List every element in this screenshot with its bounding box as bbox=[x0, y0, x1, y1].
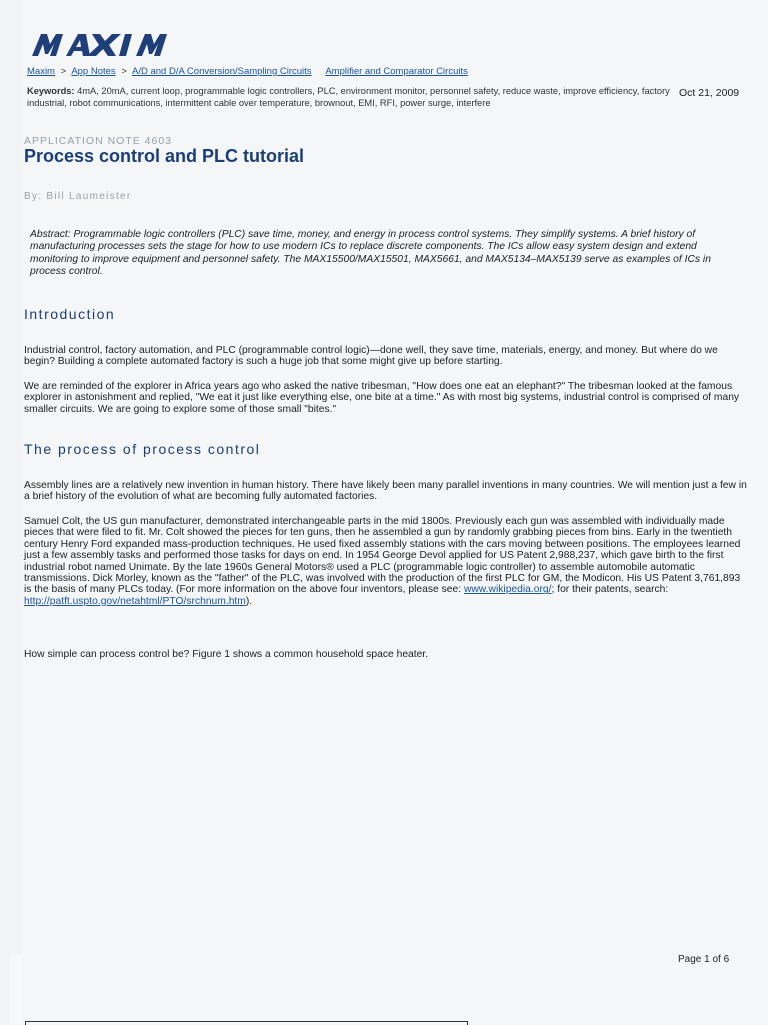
process-paragraph-2-end: ). bbox=[245, 595, 253, 607]
intro-paragraph-1: Industrial control, factory automation, and PLC (programmable control logic)—done well, they save time, materials, energy, and money. But where do we begin? Building a complete automated factory is such a huge job that some might give up before starting. bbox=[24, 345, 718, 368]
uspto-search-link[interactable]: http://patft.uspto.gov/netahtml/PTO/srchnum.htm bbox=[24, 595, 246, 607]
process-paragraph-2-mid: ; for their patents, search: bbox=[551, 584, 669, 596]
abstract: Abstract: Programmable logic controllers (PLC) save time, money, and energy in process control systems. They simplify systems. A brief history of manufacturing processes sets the stage for how to use modern ICs to replace discrete components. The ICs allow easy system design and extend monitoring to improve equipment and personnel safety. The MAX15500/MAX15501, MAX5661, and MAX5134–MAX5139 serve as examples of ICs in process control. bbox=[30, 229, 711, 278]
heading-process-control: The process of process control bbox=[24, 441, 261, 457]
process-paragraph-2 bbox=[24, 516, 749, 607]
page-number: Page 1 of 6 bbox=[678, 954, 730, 965]
breadcrumb-separator: > bbox=[60, 66, 67, 77]
breadcrumb-separator: > bbox=[121, 66, 127, 77]
wikipedia-link[interactable]: www.wikipedia.org/ bbox=[463, 584, 552, 596]
app-note-label: APPLICATION NOTE 4603 bbox=[24, 135, 173, 147]
intro-paragraph-2: We are reminded of the explorer in Africa years ago who asked the native tribesman, "How does one eat an elephant?" The tribesman looked at the famous explorer in astonishment and replied, "We eat it just like everything else, one bite at a time." As with most big systems, industrial control is comprised of many smaller circuits. We are going to explore some of those small "bites." bbox=[24, 381, 740, 415]
keywords-text: 4mA, 20mA, current loop, programmable logic controllers, PLC, environment monitor, personnel safety, reduce waste, improve efficiency, factory industrial, robot communications, intermittent cable over temperature, brownout, EMI, RFI, power surge, interfere bbox=[27, 86, 670, 108]
maxim-logo bbox=[30, 32, 195, 58]
process-paragraph-3: How simple can process control be? Figure 1 shows a common household space heater. bbox=[24, 649, 429, 660]
breadcrumb-link-app-notes[interactable]: App Notes bbox=[71, 66, 116, 77]
process-paragraph-2-text: Samuel Colt, the US gun manufacturer, demonstrated interchangeable parts in the mid 1800s. Previously each gun was assembled with individually made pieces that were filed to fit. Mr. Colt showed the pieces for ten guns, then he assembled a gun by randomly grabbing pieces from bins. Early in the twentieth century Henry Ford expanded mass-production techniques. He used fixed assembly stations with the cars moving between positions. The employees learned just a few assembly tasks and performed those tasks for days on end. In 1954 George Devol applied for US Patent 2,988,237, which gave birth to the first industrial robot named Unimate. By the late 1960s General Motors® used a PLC (programmable logic controller) to assemble automobile automatic transmissions. Dick Morley, known as the "father" of the PLC, was involved with the production of the first PLC for GM, the Modicon. His US Patent 3,761,893 is the basis of many PLCs today. (For more information on the above four inventors, please see: bbox=[24, 516, 741, 596]
process-paragraph-1: Assembly lines are a relatively new invention in human history. There have likely been many parallel inventions in many countries. We will mention just a few in a brief history of the evolution of what are becoming fully automated factories. bbox=[24, 480, 747, 503]
page-title: Process control and PLC tutorial bbox=[24, 146, 305, 166]
breadcrumb bbox=[27, 66, 468, 77]
next-page-box-edge bbox=[25, 1021, 468, 1025]
heading-introduction: Introduction bbox=[24, 306, 116, 322]
keywords-label: Keywords: bbox=[27, 86, 75, 96]
keywords bbox=[27, 86, 672, 109]
breadcrumb-link-maxim[interactable]: Maxim bbox=[27, 66, 55, 77]
breadcrumb-link-ad-da-conversion[interactable]: A/D and D/A Conversion/Sampling Circuits bbox=[132, 66, 312, 77]
publish-date: Oct 21, 2009 bbox=[679, 87, 740, 99]
author: By: Bill Laumeister bbox=[24, 191, 132, 202]
breadcrumb-link-amplifier-comparator[interactable]: Amplifier and Comparator Circuits bbox=[325, 66, 468, 77]
